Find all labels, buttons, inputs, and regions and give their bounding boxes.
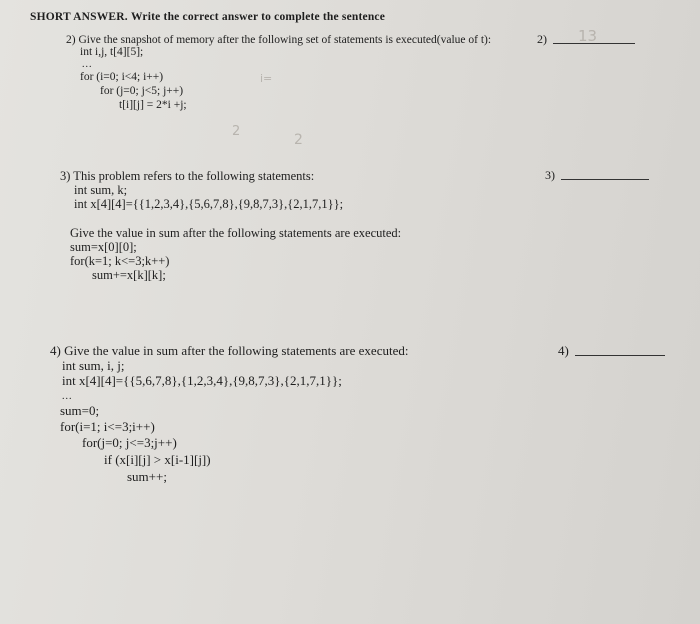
- q2-ellipsis: ...: [82, 59, 93, 70]
- q2-loop-body: t[i][j] = 2*i +j;: [119, 99, 187, 111]
- q4-line-3: for(j=0; j<=3;j++): [82, 435, 177, 450]
- q3-line-2: for(k=1; k<=3;k++): [70, 254, 170, 268]
- q3-instruction: Give the value in sum after the following statements are executed:: [70, 226, 402, 240]
- q3-answer-blank[interactable]: [561, 179, 649, 180]
- q2-declaration: int i,j, t[4][5];: [80, 46, 144, 58]
- q2-pencil-note-i: i=: [260, 72, 273, 85]
- q4-ellipsis: ...: [62, 391, 73, 402]
- q4-answer-blank[interactable]: [575, 355, 665, 356]
- q4-line-4: if (x[i][j] > x[i-1][j]): [104, 452, 211, 467]
- q2-answer-number: 2): [537, 32, 547, 46]
- q2-pencil-note-b: 2: [294, 132, 303, 148]
- q4-answer-number: 4): [558, 343, 569, 358]
- q2-outer-loop: for (i=0; i<4; i++): [80, 71, 164, 83]
- q2-pencil-answer: 13: [578, 27, 598, 45]
- section-header: [30, 10, 385, 24]
- q3-line-3: sum+=x[k][k];: [92, 268, 166, 282]
- q3-answer-number: 3): [545, 168, 555, 182]
- q3-prompt: 3) This problem refers to the following statements:: [60, 169, 315, 183]
- q4-prompt: 4) Give the value in sum after the following statements are executed:: [50, 343, 409, 358]
- q4-line-2: for(i=1; i<=3;i++): [60, 419, 155, 434]
- q2-inner-loop: for (j=0; j<5; j++): [100, 85, 184, 97]
- q4-declaration-2: int x[4][4]={{5,6,7,8},{1,2,3,4},{9,8,7,3},{2,1,7,1}};: [62, 373, 342, 388]
- q3-line-1: sum=x[0][0];: [70, 240, 137, 254]
- header-title: SHORT ANSWER.: [30, 11, 128, 23]
- q2-prompt: 2) Give the snapshot of memory after the following set of statements is executed(value of t):: [66, 34, 492, 46]
- q3-declaration-1: int sum, k;: [74, 183, 128, 197]
- q4-declaration-1: int sum, i, j;: [62, 358, 125, 373]
- header-instruction: Write the correct answer to complete the sentence: [130, 11, 386, 23]
- q4-line-5: sum++;: [127, 469, 167, 484]
- q4-line-1: sum=0;: [60, 403, 100, 418]
- q2-pencil-note-a: 2: [232, 124, 241, 139]
- q3-declaration-2: int x[4][4]={{1,2,3,4},{5,6,7,8},{9,8,7,3},{2,1,7,1}};: [74, 197, 344, 211]
